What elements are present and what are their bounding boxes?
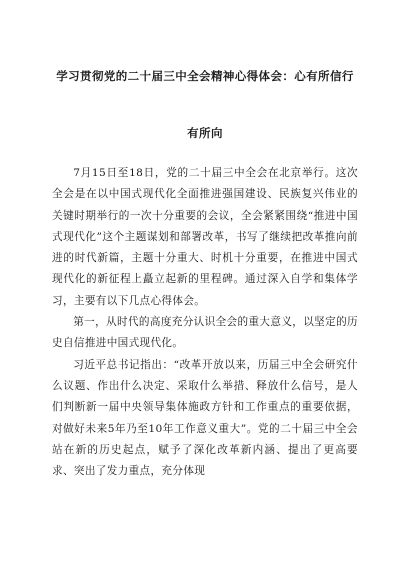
body-paragraph-1: 7月15日至18日，党的二十届三中全会在北京举行。这次全会是在以中国式现代化全面推进强国建设、民族复兴伟业的关键时期举行的一次十分重要的会议，全会紧紧围绕“推进中国式现代化”这个主题谋划和部署改革，书写了继续把改革推向前进的时代新篇，主题十分重大、时机十分重要，在推进中国式现代化的新征程上矗立起新的里程碑。通过深入自学和集体学习，主要有以下几点心得体会。 — [52, 167, 358, 307]
document-title-line2: 有所向 — [187, 126, 223, 140]
document-title-line1: 学习贯彻党的二十届三中全会精神心得体会：心有所信行 — [56, 69, 354, 83]
body-paragraph-3: 习近平总书记指出：“改革开放以来，历届三中全会研究什么议题、作出什么决定、采取什么举措、释放什么信号，是人们判断新一届中央领导集体施政方针和工作重点的重要依据，对做好未来5年乃至10年工作意义重大”。党的二十届三中全会站在新的历史起点，赋予了深化改革新内涵、提出了更高要求、突出了发力重点，充分体现 — [52, 358, 358, 478]
document-body — [52, 163, 358, 482]
body-paragraph-2: 第一，从时代的高度充分认识全会的重大意义，以坚定的历史自信推进中国式现代化。 — [52, 316, 358, 350]
